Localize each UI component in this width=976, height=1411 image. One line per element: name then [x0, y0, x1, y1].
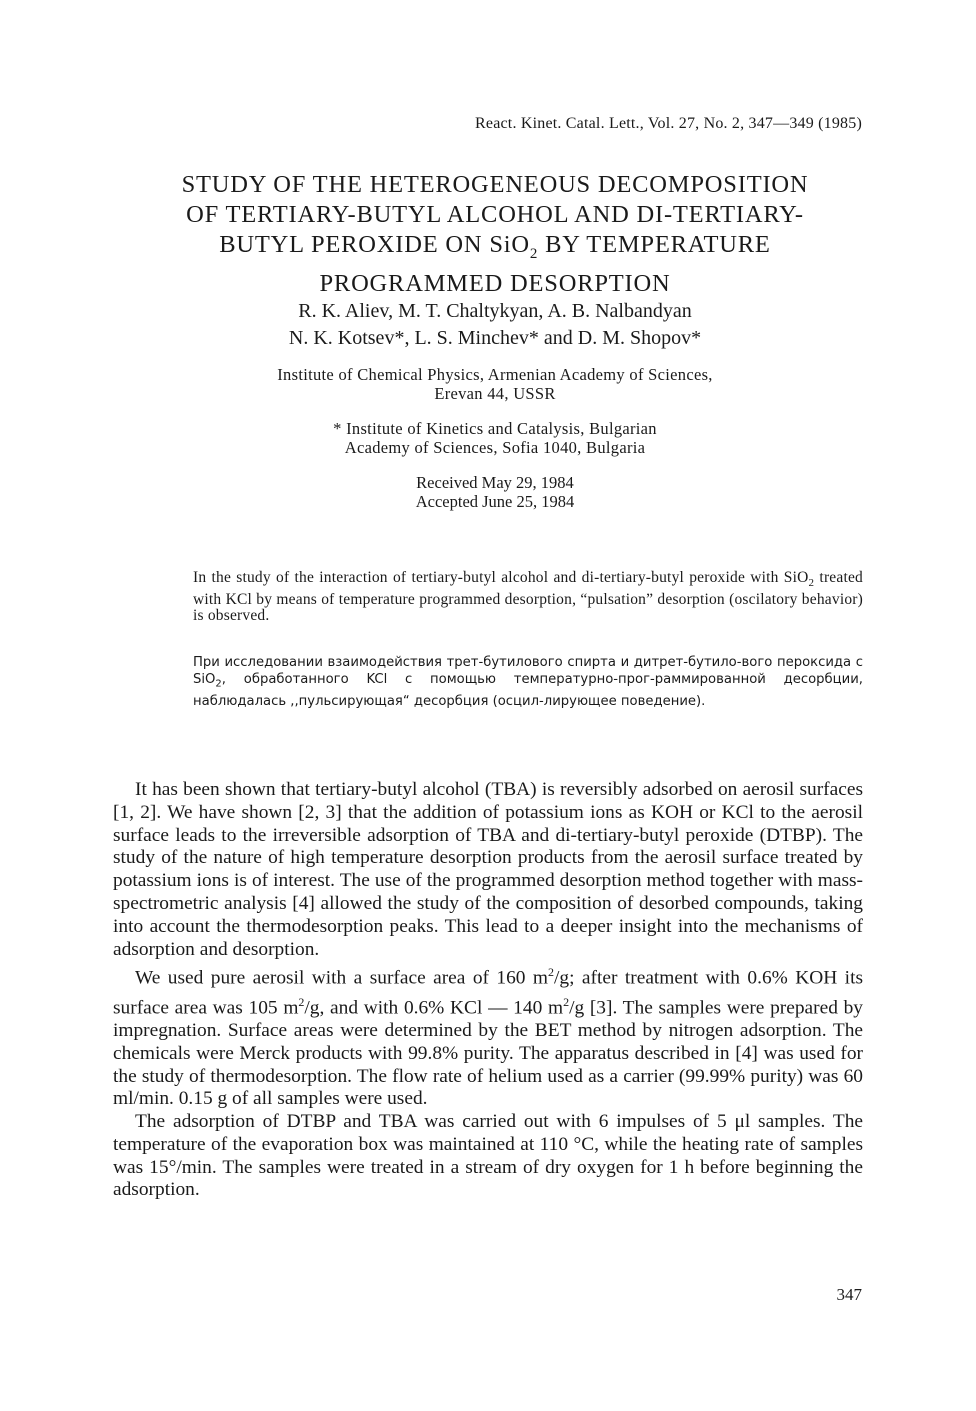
- abstract-russian: [193, 654, 863, 710]
- journal-citation: React. Kinet. Catal. Lett., Vol. 27, No. 2, 347—349 (1985): [475, 115, 862, 132]
- abstract-en-subscript: 2: [808, 577, 815, 590]
- author-list: [110, 298, 880, 352]
- superscript-2: 2: [298, 994, 305, 1009]
- affiliation-2: [110, 419, 880, 457]
- authors-line-2: N. K. Kotsev*, L. S. Minchev* and D. M. Shopov*: [288, 327, 702, 349]
- abstract-en-part-1: In the study of the interaction of tertiary-butyl alcohol and di-tertiary-butyl peroxide with SiO: [193, 569, 809, 586]
- title-line-2: OF TERTIARY-BUTYL ALCOHOL AND DI-TERTIARY-: [186, 201, 804, 228]
- accepted-date: Accepted June 25, 1984: [415, 492, 575, 511]
- abstract-en-part-2: treated with KCl by means of temperature programmed desorption, “pulsation” desorption (oscilatory behavior) is observed.: [193, 569, 863, 625]
- superscript-1: 2: [548, 965, 555, 980]
- paragraph-2-b: /g; after treatment with 0.6% KOH its surface area was 105 m: [113, 967, 864, 1019]
- submission-dates: [110, 473, 880, 511]
- paragraph-1: It has been shown that tertiary-butyl alcohol (TBA) is reversibly adsorbed on aerosil surfaces [1, 2]. We have shown [2, 3] that the addition of potassium ions as KOH or KCl to the aerosil surface leads to the irreversible adsorption of TBA and di-tertiary-butyl peroxide (DTBP). The study of the nature of high temperature desorption products from the aerosil surface treated by potassium ions is of interest. The use of the programmed desorption method together with mass-spectrometric analysis [4] allowed the study of the composition of desorbed compounds, taking into account the thermodesorption peaks. This lead to a deeper insight into the mechanisms of adsorption and desorption.: [113, 779, 863, 960]
- abstract-ru-subscript: 2: [215, 678, 222, 690]
- abstract-english: [193, 570, 863, 625]
- title-line-1: STUDY OF THE HETEROGENEOUS DECOMPOSITION: [181, 171, 809, 198]
- paper-title: [110, 170, 880, 299]
- abstract-ru-part-2: , обработанного KCl с помощью температурно-прог-раммированной десорбции, наблюдалась ,,пульсирующая“ десорбция (осцил-лирующее поведение).: [193, 672, 863, 709]
- abstract-ru-part-1: При исследовании взаимодействия трет-бутилового спирта и дитрет-бутило-вого пероксида с SiO: [193, 655, 863, 687]
- authors-line-1: R. K. Aliev, M. T. Chaltykyan, A. B. Nalbandyan: [298, 300, 692, 322]
- paragraph-2-d: /g [3]. The samples were prepared by impregnation. Surface areas were determined by the BET method by nitrogen adsorption. The chemicals were Merck products with 99.8% purity. The apparatus described in [4] was used for the study of thermodesorption. The flow rate of helium used as a carrier (99.99% purity) was 60 ml/min. 0.15 g of all samples were used.: [113, 997, 864, 1110]
- title-line-3: [110, 230, 880, 269]
- received-date: Received May 29, 1984: [416, 473, 574, 492]
- paragraph-3: The adsorption of DTBP and TBA was carried out with 6 impulses of 5 μl samples. The temperature of the evaporation box was maintained at 110 °C, while the heating rate of samples was 15°/min. The samples were treated in a stream of dry oxygen for 1 h before beginning the adsorption.: [113, 1111, 863, 1201]
- paragraph-2-c: /g, and with 0.6% KCl — 140 m: [304, 997, 564, 1019]
- title-line-3-pre: BUTYL PEROXIDE ON SiO: [219, 231, 530, 258]
- affiliation-1-line-2: Erevan 44, USSR: [434, 384, 556, 403]
- title-subscript: 2: [529, 245, 539, 262]
- affiliation-1: [110, 365, 880, 403]
- title-line-4: PROGRAMMED DESORPTION: [319, 269, 671, 297]
- paragraph-2: [113, 961, 863, 1111]
- title-line-3-post: BY TEMPERATURE: [538, 231, 771, 258]
- body-text: [113, 779, 863, 1202]
- page-number: 347: [836, 1285, 862, 1304]
- paragraph-2-a: We used pure aerosil with a surface area of 160 m: [135, 967, 549, 989]
- affiliation-2-line-2: Academy of Sciences, Sofia 1040, Bulgaria: [344, 438, 646, 457]
- superscript-3: 2: [563, 994, 570, 1009]
- affiliation-1-line-1: Institute of Chemical Physics, Armenian Academy of Sciences,: [277, 365, 713, 384]
- affiliation-2-line-1: * Institute of Kinetics and Catalysis, Bulgarian: [333, 419, 657, 438]
